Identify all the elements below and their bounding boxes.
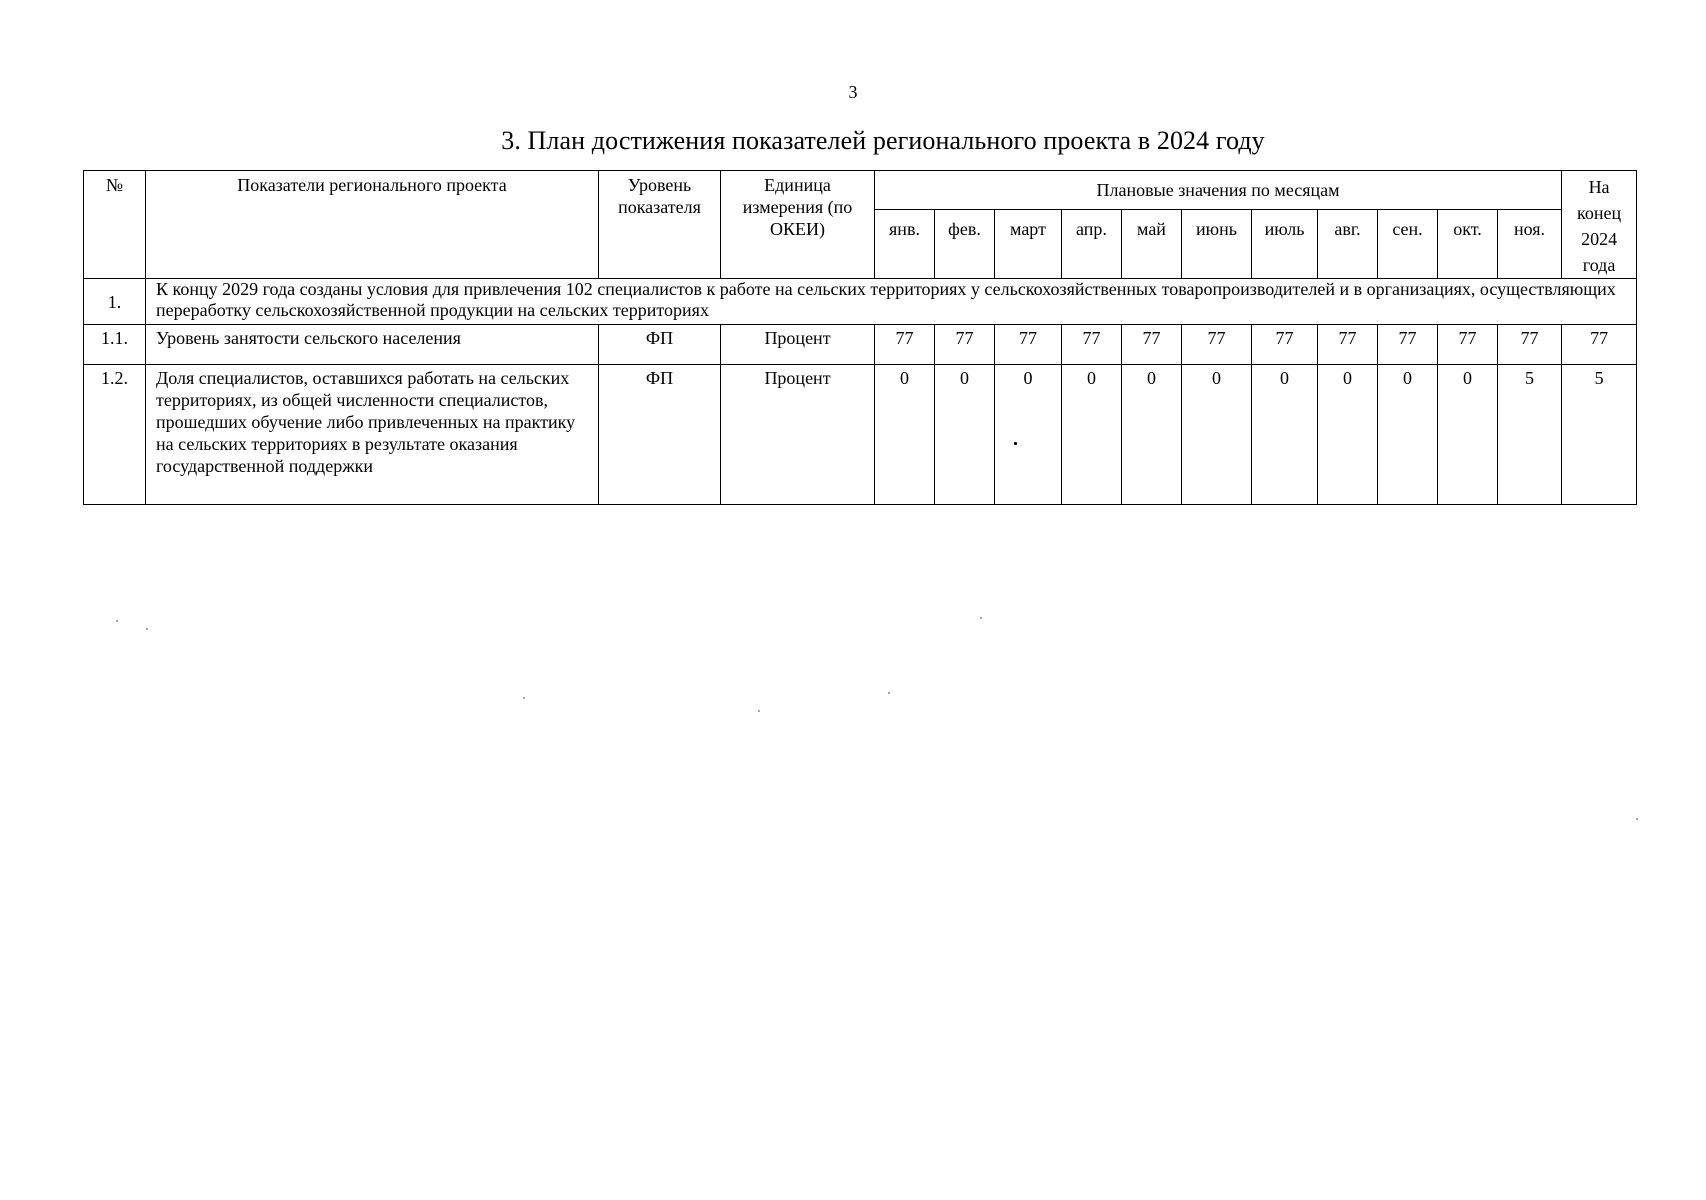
monthly-value: 5 [1498,365,1562,505]
scan-speck [758,710,760,712]
header-month: март [995,209,1062,278]
monthly-value: 77 [1438,325,1498,365]
header-unit: Единица измерения (по ОКЕИ) [721,171,875,279]
monthly-value: 0 [995,365,1062,505]
monthly-value: 0 [1062,365,1122,505]
header-month: янв. [875,209,935,278]
scan-speck [980,617,982,619]
header-end-of-year: На конец 2024 года [1562,171,1637,279]
monthly-value: 77 [1122,325,1182,365]
monthly-value: 77 [995,325,1062,365]
monthly-value: 0 [1318,365,1378,505]
header-num: № [84,171,146,279]
monthly-value: 77 [935,325,995,365]
row-num: 1.2. [84,365,146,505]
monthly-value: 0 [1122,365,1182,505]
scan-speck [1636,818,1638,820]
scan-speck [116,620,118,622]
header-indicator: Показатели регионального проекта [146,171,599,279]
monthly-value: 0 [875,365,935,505]
indicators-plan-table [83,170,1637,505]
header-row-top [84,171,1637,210]
section-num: 1. [84,279,146,325]
header-month: июнь [1182,209,1252,278]
indicator-unit: Процент [721,325,875,365]
scan-speck [146,628,148,630]
indicator-level: ФП [599,325,721,365]
monthly-value: 77 [875,325,935,365]
monthly-value: 77 [1062,325,1122,365]
header-month: апр. [1062,209,1122,278]
end-of-year-value: 77 [1562,325,1637,365]
header-monthly: Плановые значения по месяцам [875,171,1562,210]
header-month: май [1122,209,1182,278]
section-text: К концу 2029 года созданы условия для привлечения 102 специалистов к работе на сельских территориях у сельскохозяйственных товаропроизводителей и в организациях, осуществляющих переработку сельскохозяйственной продукции на сельских территориях [146,279,1637,325]
header-month: сен. [1378,209,1438,278]
scan-speck [523,697,525,699]
monthly-value: 77 [1252,325,1318,365]
monthly-value: 0 [935,365,995,505]
monthly-value: 0 [1378,365,1438,505]
indicator-name: Уровень занятости сельского населения [146,325,599,365]
header-level: Уровень показателя [599,171,721,279]
monthly-value: 77 [1182,325,1252,365]
section-row [84,279,1637,325]
scan-speck [1014,442,1017,445]
monthly-value: 77 [1318,325,1378,365]
row-num: 1.1. [84,325,146,365]
indicator-level: ФП [599,365,721,505]
table-row [84,325,1637,365]
table-row [84,365,1637,505]
end-of-year-value: 5 [1562,365,1637,505]
document-title: 3. План достижения показателей регионального проекта в 2024 году [501,126,1265,155]
header-month: ноя. [1498,209,1562,278]
indicator-unit: Процент [721,365,875,505]
header-month: фев. [935,209,995,278]
monthly-value: 77 [1378,325,1438,365]
header-month: авг. [1318,209,1378,278]
page-number: 3 [848,82,858,102]
scan-speck [888,692,890,694]
header-month: окт. [1438,209,1498,278]
header-month: июль [1252,209,1318,278]
monthly-value: 0 [1438,365,1498,505]
indicator-name: Доля специалистов, оставшихся работать на сельских территориях, из общей численности специалистов, прошедших обучение либо привлеченных на практику на сельских территориях в результате оказания государственной поддержки [146,365,599,505]
monthly-value: 0 [1182,365,1252,505]
monthly-value: 77 [1498,325,1562,365]
monthly-value: 0 [1252,365,1318,505]
